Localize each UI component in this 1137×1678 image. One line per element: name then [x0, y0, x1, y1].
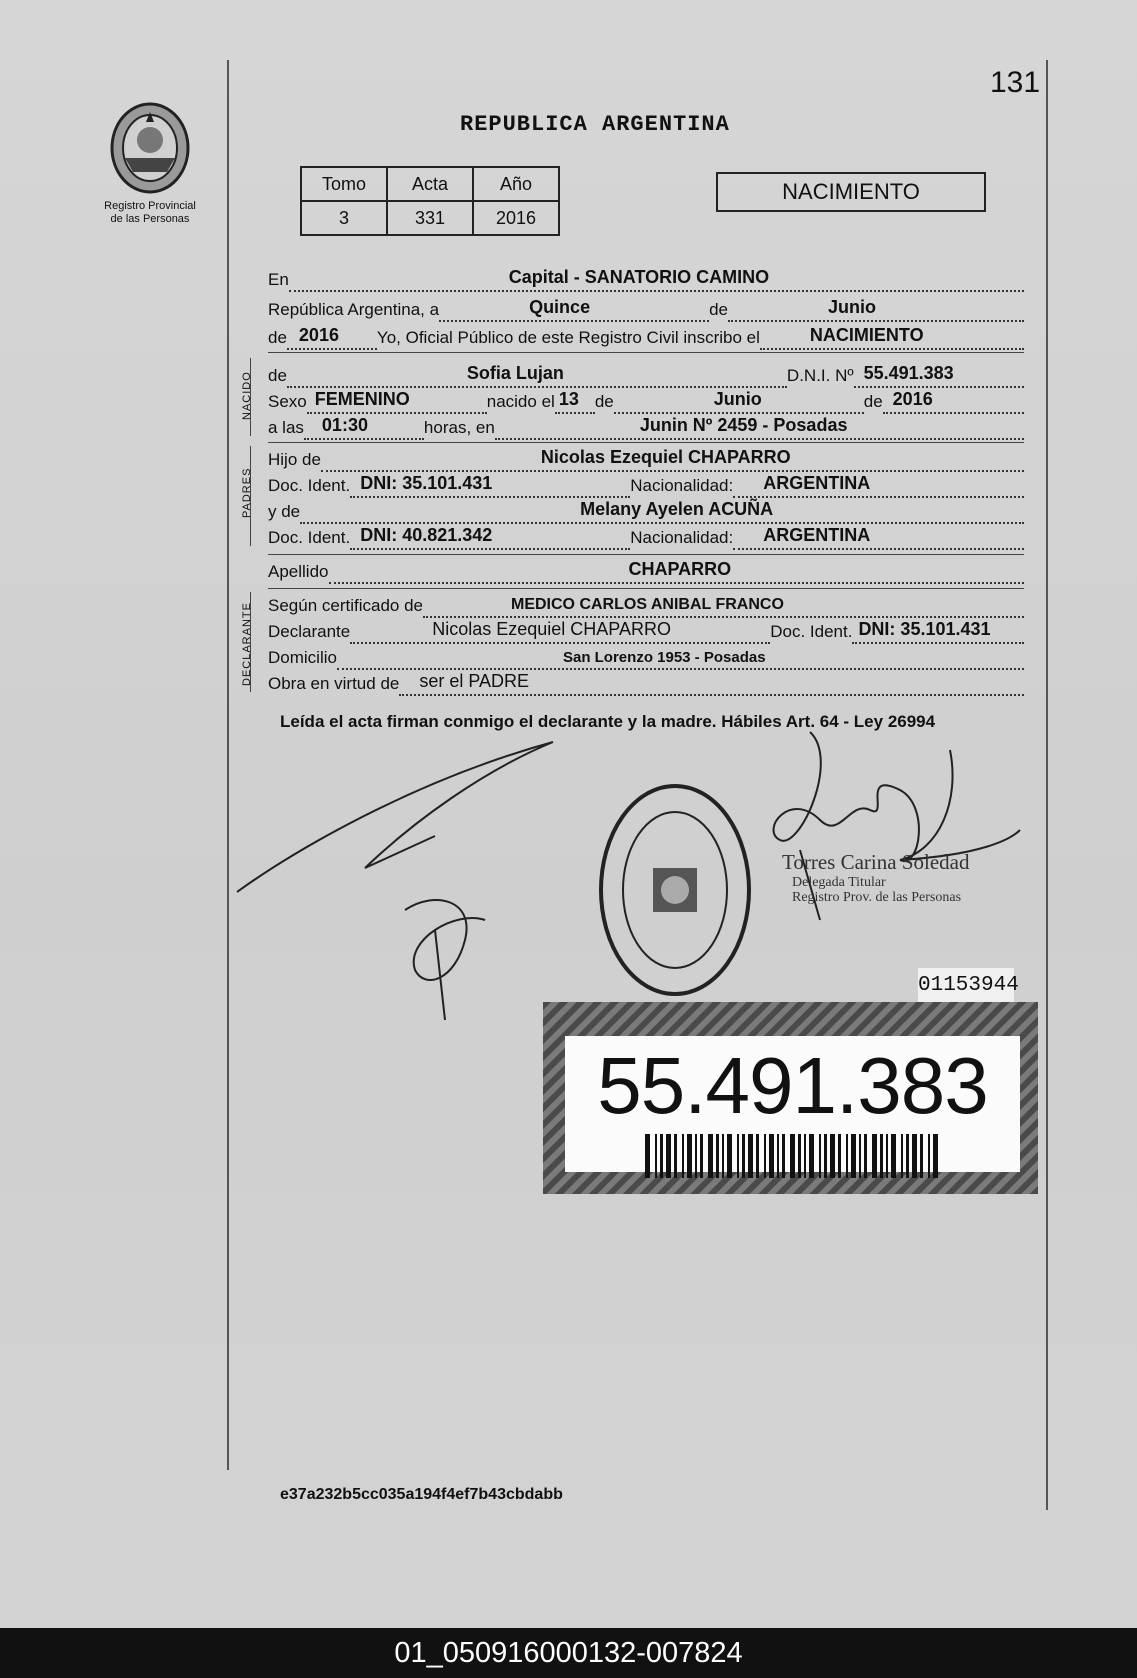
birth-time-value: 01:30 — [321, 415, 368, 435]
declarant-line — [268, 618, 1024, 644]
birth-year-value: 2016 — [892, 389, 933, 409]
barcode-icon — [645, 1134, 945, 1178]
sex-value: FEMENINO — [314, 389, 410, 409]
address-label: Domicilio — [268, 648, 337, 667]
registry-stamp — [595, 780, 755, 1000]
day-words-value: Quince — [529, 297, 591, 317]
child-dni-value: 55.491.383 — [863, 363, 954, 383]
acta-header: Acta — [387, 167, 473, 201]
official-name: Torres Carina Soledad — [782, 850, 970, 874]
father-doc-line — [268, 472, 1024, 498]
declarant-doc-value: DNI: 35.101.431 — [858, 619, 991, 639]
mother-doc-line — [268, 524, 1024, 550]
declarant-label: Declarante — [268, 622, 351, 641]
father-label: Hijo de — [268, 450, 321, 469]
date-line — [268, 296, 1024, 322]
official-block — [782, 850, 969, 905]
certificate-label: Según certificado de — [268, 596, 423, 615]
de-label: de — [709, 300, 728, 319]
country-heading: REPUBLICA ARGENTINA — [460, 112, 730, 137]
separator — [268, 352, 1024, 353]
year-value: 2016 — [298, 325, 339, 345]
act-type-box: NACIMIENTO — [716, 172, 986, 212]
official-title: Delegada Titular — [792, 875, 886, 890]
registrar-line — [268, 324, 1024, 350]
tomo-header: Tomo — [301, 167, 387, 201]
dni-sticker — [543, 1002, 1038, 1194]
separator — [268, 588, 1024, 589]
doc-label: Doc. Ident. — [268, 528, 351, 547]
nationality-label: Nacionalidad: — [630, 476, 734, 495]
separator — [268, 554, 1024, 555]
left-margin-rule — [227, 60, 229, 1470]
address-line — [268, 644, 1024, 670]
address-value: San Lorenzo 1953 - Posadas — [562, 649, 766, 666]
de-label-4: de — [863, 392, 883, 411]
father-name-value: Nicolas Ezequiel CHAPARRO — [540, 447, 791, 467]
ano-value: 2016 — [473, 201, 559, 235]
closing-statement: Leída el acta firman conmigo el declarante y la madre. Hábiles Art. 64 - Ley 26994 — [280, 712, 936, 731]
surname-value: CHAPARRO — [628, 559, 732, 579]
declarant-doc-label: Doc. Ident. — [770, 622, 853, 641]
registrar-text: Yo, Oficial Público de este Registro Civil inscribo el — [376, 328, 760, 347]
time-label: a las — [268, 418, 304, 437]
padres-side-label: PADRES — [241, 467, 253, 518]
ano-header: Año — [473, 167, 559, 201]
surname-line — [268, 558, 1024, 584]
capacity-line — [268, 670, 1024, 696]
dni-label: D.N.I. Nº — [786, 366, 854, 385]
official-office: Registro Prov. de las Personas — [792, 890, 962, 905]
document-hash: e37a232b5cc035a194f4ef7b43cbdabb — [280, 1486, 563, 1503]
misiones-seal-icon — [105, 100, 195, 200]
mother-doc-value: DNI: 40.821.342 — [360, 525, 493, 545]
place-value: Capital - SANATORIO CAMINO — [508, 267, 770, 287]
sticker-number: 55.491.383 — [597, 1041, 988, 1130]
logo-caption-line1: Registro Provincial — [104, 200, 196, 212]
month-value: Junio — [827, 297, 876, 317]
page-number: 131 — [990, 66, 1041, 99]
logo-caption-line2: de las Personas — [110, 213, 190, 225]
registry-logo — [100, 100, 200, 226]
sex-label: Sexo — [268, 392, 307, 411]
capacity-value: ser el PADRE — [419, 671, 530, 691]
father-line — [268, 446, 1024, 472]
surname-label: Apellido — [268, 562, 329, 581]
republica-label: República Argentina, a — [268, 300, 440, 319]
nationality-label: Nacionalidad: — [630, 528, 734, 547]
mother-nationality-value: ARGENTINA — [763, 525, 871, 545]
birth-place-value: Junin Nº 2459 - Posadas — [639, 415, 848, 435]
born-label: nacido el — [486, 392, 555, 411]
mother-line — [268, 498, 1024, 524]
acta-value: 331 — [387, 201, 473, 235]
serial-number: 01153944 — [918, 968, 1014, 1004]
certificate-line — [268, 592, 1024, 618]
father-doc-value: DNI: 35.101.431 — [360, 473, 493, 493]
declarant-signature — [235, 740, 565, 1030]
nacido-side-label: NACIDO — [241, 371, 253, 420]
tomo-value: 3 — [301, 201, 387, 235]
separator — [268, 442, 1024, 443]
place-line — [268, 266, 1024, 292]
child-name-value: Sofia Lujan — [466, 363, 564, 383]
inscribed-type-value: NACIMIENTO — [809, 325, 924, 345]
time-line — [268, 414, 1024, 440]
child-name-line — [268, 362, 1024, 388]
de-label-2: de — [268, 328, 287, 347]
mother-name-value: Melany Ayelen ACUÑA — [580, 499, 774, 519]
right-margin-rule — [1046, 60, 1048, 1510]
hours-label: horas, en — [423, 418, 495, 437]
en-label: En — [268, 270, 289, 289]
declarant-value: Nicolas Ezequiel CHAPARRO — [432, 619, 671, 639]
capacity-label: Obra en virtud de — [268, 674, 400, 693]
mother-label: y de — [268, 502, 301, 521]
scan-id-footer: 01_050916000132-007824 — [0, 1628, 1137, 1678]
birth-month-value: Junio — [713, 389, 762, 409]
birth-day-value: 13 — [558, 389, 579, 409]
name-label: de — [268, 366, 287, 385]
father-nationality-value: ARGENTINA — [763, 473, 871, 493]
de-label-3: de — [594, 392, 614, 411]
declarante-side-label: DECLARANTE — [241, 602, 253, 686]
doc-label: Doc. Ident. — [268, 476, 351, 495]
sex-line — [268, 388, 1024, 414]
certificate-value: MEDICO CARLOS ANIBAL FRANCO — [511, 596, 784, 613]
registry-table — [300, 166, 560, 236]
